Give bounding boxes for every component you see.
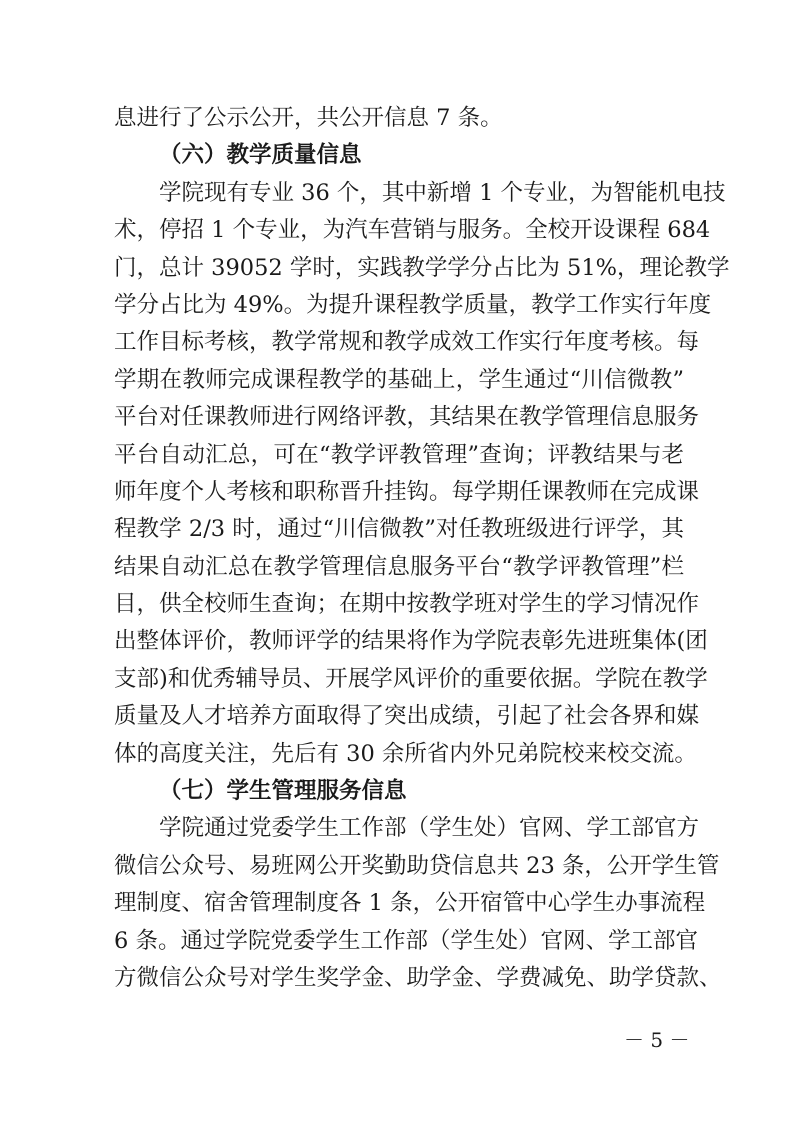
text-line: 术，停招 1 个专业，为汽车营销与服务。全校开设课程 684 [114, 217, 711, 244]
text-line: 平台对任课教师进行网络评教，其结果在教学管理信息服务 [114, 404, 700, 431]
text-line: 支部)和优秀辅导员、开展学风评价的重要依据。学院在教学 [114, 665, 708, 692]
text-line: 学分占比为 49%。为提升课程教学质量，教学工作实行年度 [114, 291, 712, 318]
text-line: 师年度个人考核和职称晋升挂钩。每学期任课教师在完成课 [114, 478, 700, 505]
text-line: 门，总计 39052 学时，实践教学学分占比为 51%，理论教学 [114, 254, 730, 281]
text-line: 微信公众号、易班网公开奖勤助贷信息共 23 条，公开学生管 [114, 852, 720, 879]
text-line: 目，供全校师生查询；在期中按教学班对学生的学习情况作 [114, 591, 700, 618]
text-line: 6 条。通过学院党委学生工作部（学生处）官网、学工部官 [114, 927, 698, 954]
text-line: 程教学 2/3 时，通过“川信微教”对任教班级进行评学，其 [114, 516, 684, 543]
text-line: 学院现有专业 36 个，其中新增 1 个专业，为智能机电技 [159, 179, 726, 206]
text-line: 学院通过党委学生工作部（学生处）官网、学工部官方 [159, 815, 700, 842]
section-heading: （六）教学质量信息 [159, 142, 362, 169]
text-line: 平台自动汇总，可在“教学评教管理”查询；评教结果与老 [114, 441, 684, 468]
section-heading: （七）学生管理服务信息 [159, 778, 407, 805]
page-number: － 5 － [624, 1028, 690, 1052]
text-line: 工作目标考核，教学常规和教学成效工作实行年度考核。每 [114, 329, 700, 356]
text-line: 体的高度关注，先后有 30 余所省内外兄弟院校来校交流。 [114, 740, 697, 767]
text-line: 出整体评价，教师评学的结果将作为学院表彰先进班集体(团 [114, 628, 708, 655]
text-line: 方微信公众号对学生奖学金、助学金、学费减免、助学贷款、 [114, 964, 722, 991]
text-line: 理制度、宿舍管理制度各 1 条，公开宿管中心学生办事流程 [114, 890, 706, 917]
text-line: 学期在教师完成课程教学的基础上，学生通过“川信微教” [114, 366, 684, 393]
text-line: 结果自动汇总在教学管理信息服务平台“教学评教管理”栏 [114, 553, 684, 580]
document-body [114, 100, 730, 997]
text-line: 息进行了公示公开，共公开信息 7 条。 [114, 105, 503, 131]
text-line: 质量及人才培养方面取得了突出成绩，引起了社会各界和媒 [114, 703, 700, 730]
